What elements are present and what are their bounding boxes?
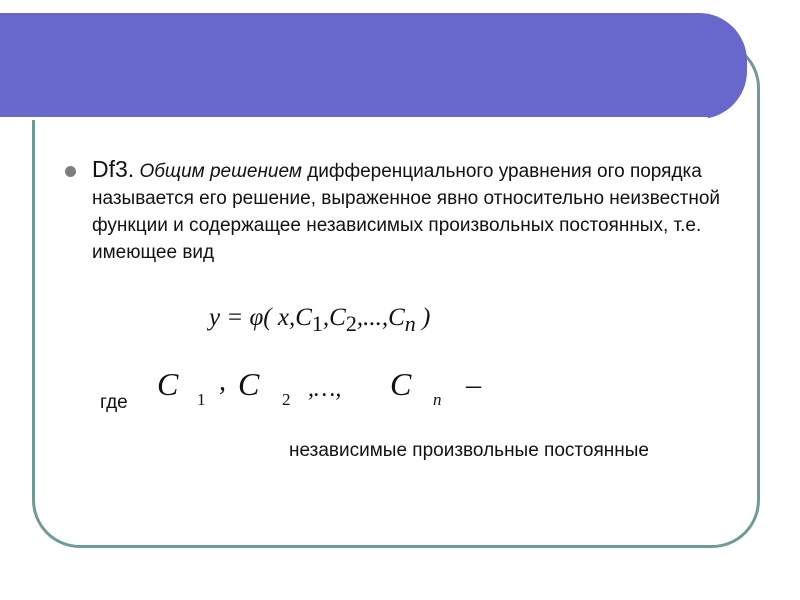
definition-text-part-2: ого порядка называется его решение, выраженное явно относительно неизвестной функции и содержащее независимых произвольных постоянных, т.е. имеющее вид xyxy=(92,161,721,263)
banner-divider xyxy=(0,117,708,120)
formula-lhs: y = φ( x, xyxy=(209,304,296,331)
bullet-icon xyxy=(65,166,76,177)
comma-1: , xyxy=(219,366,226,397)
formula-sub-1: 1 xyxy=(311,311,323,336)
formula-ellipsis: ,..., xyxy=(356,304,389,331)
formula-close: ) xyxy=(415,304,431,331)
definition-paragraph xyxy=(92,156,742,266)
formula-sub-n: n xyxy=(404,311,416,336)
where-label: где xyxy=(100,392,128,413)
constant-c1-sub: 1 xyxy=(197,390,206,409)
constant-c2: C xyxy=(238,366,260,402)
formula-sep-1: , xyxy=(322,304,330,331)
constant-cn-sub: n xyxy=(433,390,442,409)
formula-c2: C xyxy=(329,304,346,331)
constant-c2-sub: 2 xyxy=(282,390,291,409)
formula-sub-2: 2 xyxy=(345,311,357,336)
constant-c1: C xyxy=(157,366,179,402)
definition-label: Df3. xyxy=(92,156,135,182)
definition-text-part-1: дифференциального уравнения xyxy=(301,161,598,182)
formula-cn: C xyxy=(388,304,405,331)
general-solution-formula xyxy=(209,304,430,337)
constants-description: независимые произвольные постоянные xyxy=(289,440,649,461)
constants-ellipsis: ,…, xyxy=(308,376,342,402)
title-banner xyxy=(0,13,747,119)
formula-c1: C xyxy=(295,304,312,331)
constant-cn: C xyxy=(390,366,412,402)
definition-dash: – xyxy=(466,368,481,401)
definition-term: Общим решением xyxy=(139,161,302,182)
